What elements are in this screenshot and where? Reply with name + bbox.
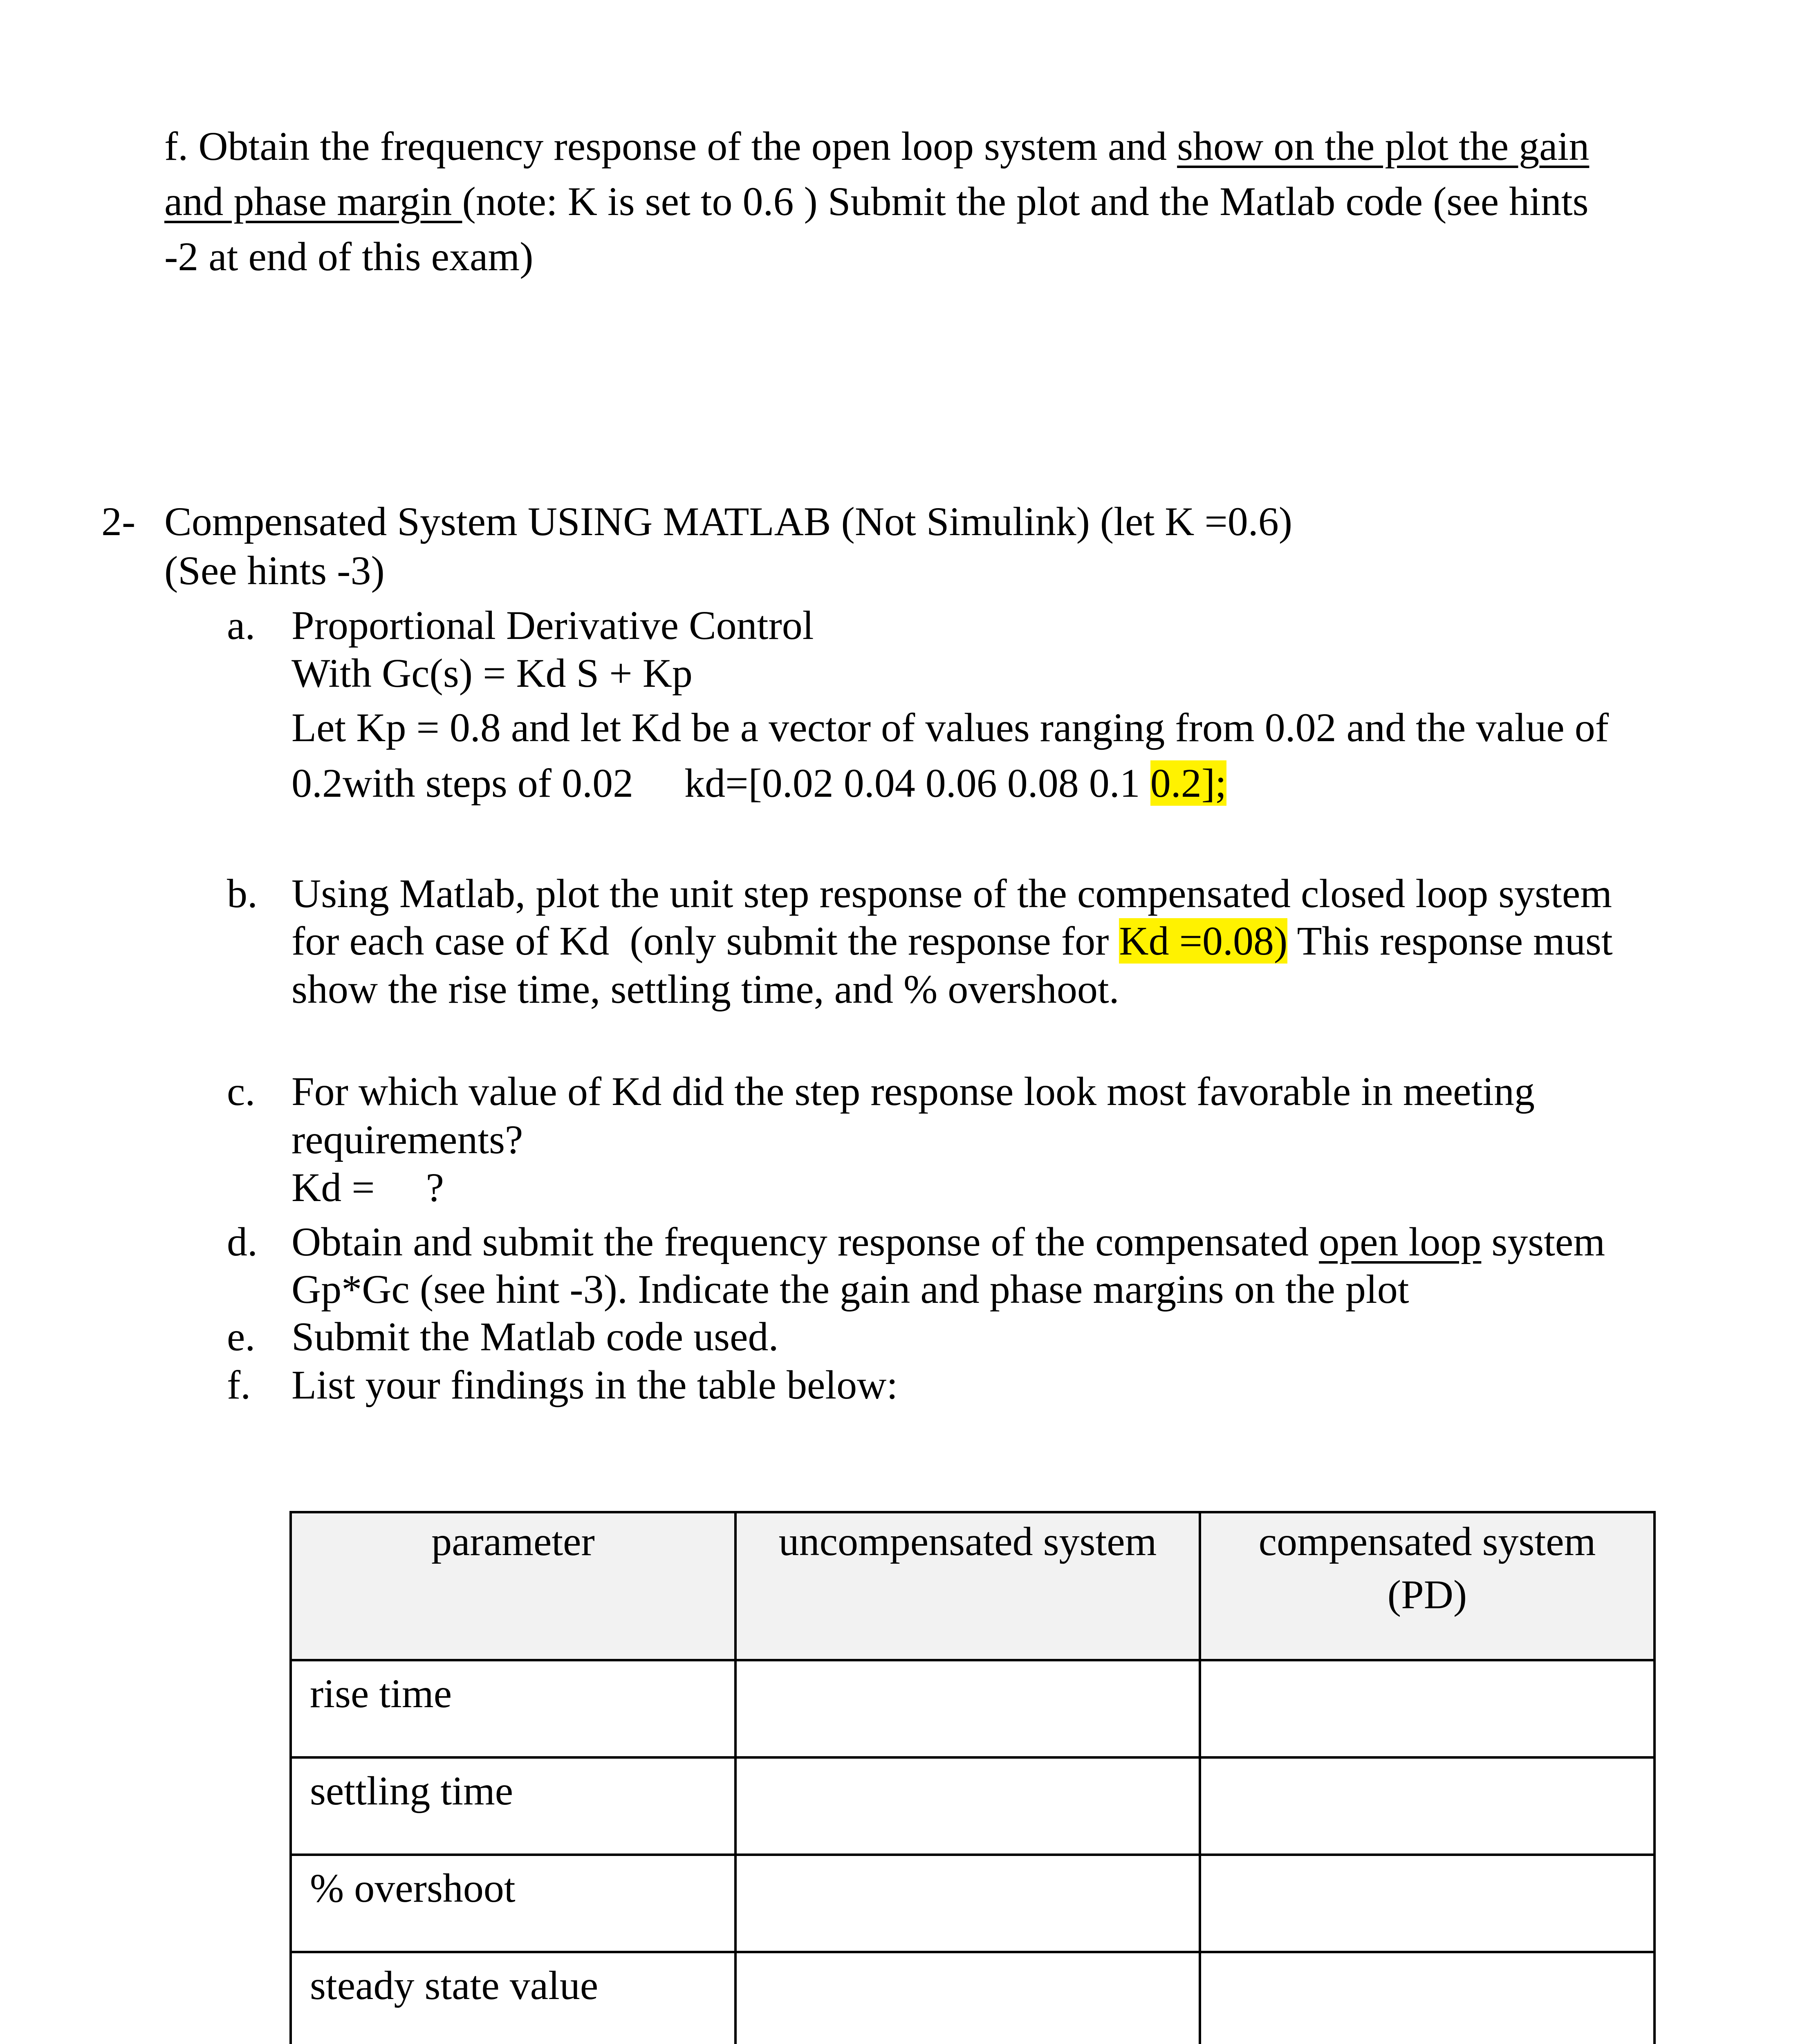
item-d-line-2: Gp*Gc (see hint -3). Indicate the gain and phase margins on the plot <box>291 1266 1409 1312</box>
item-e-marker: e. <box>227 1314 256 1359</box>
compensated-cell <box>1200 1952 1655 2044</box>
section-2-hints: (See hints -3) <box>164 548 385 593</box>
item-d-marker: d. <box>227 1219 258 1264</box>
part-f-line-1 <box>164 123 1590 169</box>
item-b-line-2 <box>291 918 1613 964</box>
header-compensated-line-2: (PD) <box>1387 1572 1467 1617</box>
table-header-row <box>291 1512 1655 1660</box>
item-c-line-3: Kd = ? <box>291 1165 444 1210</box>
item-f-marker: f. <box>227 1362 251 1407</box>
item-d-line-1-text-b: system <box>1481 1219 1605 1264</box>
table-row <box>291 1660 1655 1757</box>
item-c-line-2: requirements? <box>291 1117 523 1162</box>
part-f-label: f. <box>164 123 188 169</box>
row-label: settling time <box>291 1757 735 1855</box>
item-b-line-2-text-a: for each case of Kd (only submit the response for <box>291 918 1119 964</box>
uncompensated-cell <box>735 1855 1200 1952</box>
item-d-line-1-text-a: Obtain and submit the frequency response of the compensated <box>291 1219 1319 1264</box>
compensated-cell <box>1200 1660 1655 1757</box>
item-a-line-4 <box>291 760 1226 806</box>
row-label: rise time <box>291 1660 735 1757</box>
item-d-line-1 <box>291 1221 1605 1262</box>
header-compensated <box>1200 1512 1655 1660</box>
header-compensated-line-1: compensated system <box>1258 1519 1596 1564</box>
item-b-marker: b. <box>227 871 258 916</box>
part-f-text-1a: Obtain the frequency response of the open loop system and <box>198 123 1177 169</box>
table-row <box>291 1855 1655 1952</box>
item-a-line-2: With Gc(s) = Kd S + Kp <box>291 650 693 696</box>
highlighted-kd-value: Kd =0.08) <box>1119 918 1288 964</box>
highlighted-kd-end: 0.2]; <box>1150 760 1226 806</box>
section-2-number: 2- <box>101 499 136 544</box>
uncompensated-cell <box>735 1660 1200 1757</box>
item-a-line-1: Proportional Derivative Control <box>291 603 814 648</box>
section-2-title: Compensated System USING MATLAB (Not Simulink) (let K =0.6) <box>164 499 1293 544</box>
item-b-line-1: Using Matlab, plot the unit step response of the compensated closed loop system <box>291 871 1612 916</box>
row-label: % overshoot <box>291 1855 735 1952</box>
item-a-marker: a. <box>227 603 256 648</box>
part-f-underlined-1: show on the plot the gain <box>1177 123 1590 169</box>
table-row <box>291 1952 1655 2044</box>
item-c-line-1: For which value of Kd did the step response look most favorable in meeting <box>291 1069 1535 1114</box>
item-b-line-3: show the rise time, settling time, and % overshoot. <box>291 966 1119 1012</box>
header-parameter: parameter <box>291 1512 735 1660</box>
part-f-text-2b: (note: K is set to 0.6 ) Submit the plot and the Matlab code (see hints <box>462 179 1589 224</box>
part-f-line-3: -2 at end of this exam) <box>164 234 534 279</box>
item-e-text: Submit the Matlab code used. <box>291 1314 779 1359</box>
item-a-line-4-text: 0.2with steps of 0.02 kd=[0.02 0.04 0.06 0.08 0.1 <box>291 760 1150 806</box>
item-f-text: List your findings in the table below: <box>291 1362 898 1407</box>
part-f-line-2 <box>164 181 1589 222</box>
item-c-marker: c. <box>227 1069 256 1114</box>
compensated-cell <box>1200 1855 1655 1952</box>
uncompensated-cell <box>735 1757 1200 1855</box>
open-loop-underlined: open loop <box>1319 1219 1482 1264</box>
header-uncompensated: uncompensated system <box>735 1512 1200 1660</box>
item-b-line-2-text-b: This response must <box>1287 918 1613 964</box>
uncompensated-cell <box>735 1952 1200 2044</box>
part-f-underlined-2: and phase margin <box>164 179 462 224</box>
compensated-cell <box>1200 1757 1655 1855</box>
table-row <box>291 1757 1655 1855</box>
item-a-line-3: Let Kp = 0.8 and let Kd be a vector of values ranging from 0.02 and the value of <box>291 705 1609 750</box>
findings-table <box>289 1511 1656 2044</box>
row-label: steady state value <box>291 1952 735 2044</box>
